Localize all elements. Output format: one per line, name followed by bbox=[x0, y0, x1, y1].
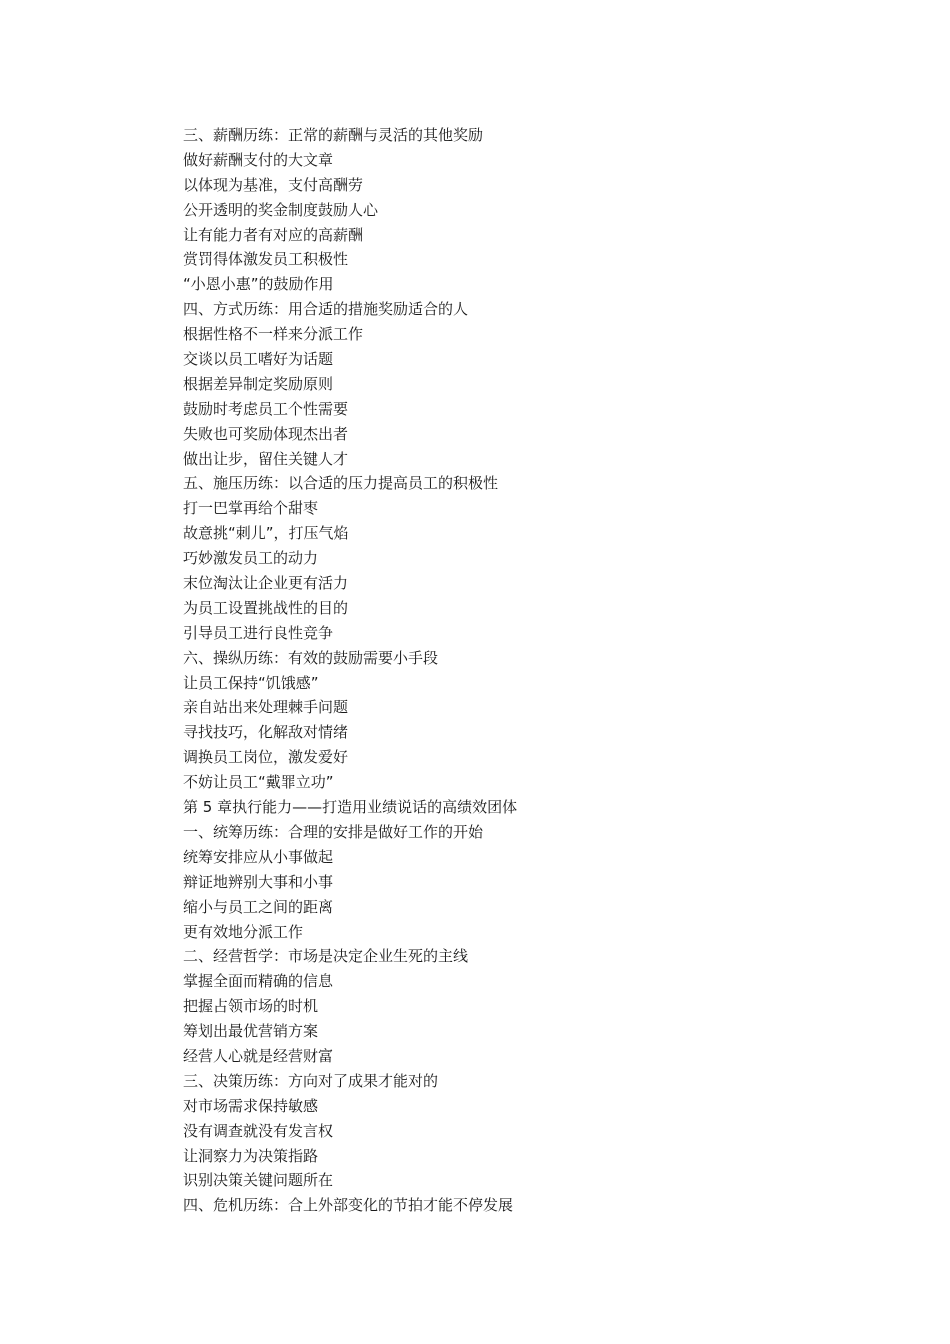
text-line: “小恩小惠”的鼓励作用 bbox=[183, 275, 334, 294]
text-line: 寻找技巧，化解敌对情绪 bbox=[183, 723, 349, 742]
section-heading: 六、操纵历练：有效的鼓励需要小手段 bbox=[183, 648, 439, 667]
section-heading: 二、经营哲学：市场是决定企业生死的主线 bbox=[183, 947, 469, 966]
text-line: 做出让步，留住关键人才 bbox=[183, 449, 349, 468]
text-line: 辩证地辨别大事和小事 bbox=[183, 872, 334, 891]
text-line: 赏罚得体激发员工积极性 bbox=[183, 250, 349, 269]
text-line: 不妨让员工“戴罪立功” bbox=[183, 773, 334, 792]
text-line: 为员工设置挑战性的目的 bbox=[183, 598, 349, 617]
text-line: 统筹安排应从小事做起 bbox=[183, 847, 334, 866]
text-line: 鼓励时考虑员工个性需要 bbox=[183, 399, 349, 418]
text-line: 筹划出最优营销方案 bbox=[183, 1022, 319, 1041]
text-line: 末位淘汰让企业更有活力 bbox=[183, 574, 349, 593]
text-line: 交谈以员工嗜好为话题 bbox=[183, 350, 334, 369]
text-line: 做好薪酬支付的大文章 bbox=[183, 150, 334, 169]
section-heading: 四、危机历练：合上外部变化的节拍才能不停发展 bbox=[183, 1196, 514, 1215]
text-line: 故意挑“刺儿”，打压气焰 bbox=[183, 524, 349, 543]
text-line: 公开透明的奖金制度鼓励人心 bbox=[183, 200, 379, 219]
text-line: 对市场需求保持敏感 bbox=[183, 1096, 319, 1115]
text-line: 掌握全面而精确的信息 bbox=[183, 972, 334, 991]
text-line: 根据性格不一样来分派工作 bbox=[183, 325, 364, 344]
section-heading: 四、方式历练：用合适的措施奖励适合的人 bbox=[183, 300, 469, 319]
text-line: 把握占领市场的时机 bbox=[183, 997, 319, 1016]
section-heading: 五、施压历练：以合适的压力提高员工的积极性 bbox=[183, 474, 499, 493]
text-line: 经营人心就是经营财富 bbox=[183, 1046, 334, 1065]
text-line: 巧妙激发员工的动力 bbox=[183, 549, 319, 568]
text-line: 以体现为基准，支付高酬劳 bbox=[183, 175, 364, 194]
text-line: 识别决策关键问题所在 bbox=[183, 1171, 334, 1190]
text-line: 更有效地分派工作 bbox=[183, 922, 304, 941]
text-line: 引导员工进行良性竞争 bbox=[183, 623, 334, 642]
text-line: 让洞察力为决策指路 bbox=[183, 1146, 319, 1165]
section-heading: 三、薪酬历练：正常的薪酬与灵活的其他奖励 bbox=[183, 126, 484, 144]
text-line: 让员工保持“饥饿感” bbox=[183, 673, 319, 692]
text-line: 让有能力者有对应的高薪酬 bbox=[183, 225, 364, 244]
section-heading: 一、统筹历练：合理的安排是做好工作的开始 bbox=[183, 822, 484, 841]
text-line: 缩小与员工之间的距离 bbox=[183, 897, 334, 916]
chapter-heading: 第 5 章执行能力——打造用业绩说话的高绩效团体 bbox=[183, 798, 518, 817]
document-body bbox=[183, 123, 743, 1218]
section-heading: 三、决策历练：方向对了成果才能对的 bbox=[183, 1071, 439, 1090]
text-line: 打一巴掌再给个甜枣 bbox=[183, 499, 319, 518]
text-line: 调换员工岗位，激发爱好 bbox=[183, 748, 349, 767]
text-line: 失败也可奖励体现杰出者 bbox=[183, 424, 349, 443]
text-line: 没有调查就没有发言权 bbox=[183, 1121, 334, 1140]
text-line: 亲自站出来处理棘手问题 bbox=[183, 698, 349, 717]
text-line: 根据差异制定奖励原则 bbox=[183, 374, 334, 393]
